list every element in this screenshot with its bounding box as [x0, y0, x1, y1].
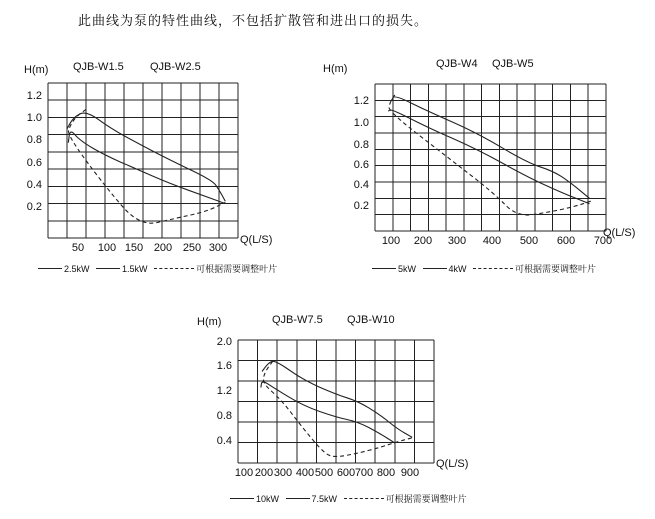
- series-line-2.5kw: [67, 113, 225, 201]
- x-axis-label: Q(L/S): [603, 227, 636, 239]
- x-tick-label: 200: [254, 467, 274, 479]
- x-tick-label: 600: [336, 467, 356, 479]
- x-tick-label: 100: [97, 242, 117, 254]
- y-tick-label: 1.0: [26, 112, 42, 124]
- legend-swatch-solid: [372, 268, 396, 269]
- x-tick-label: 500: [519, 235, 539, 247]
- legend-entry: 可根据需要调整叶片: [196, 264, 278, 274]
- model-label: QJB-W10: [347, 314, 395, 326]
- x-tick-label: 700: [593, 235, 613, 247]
- legend-entry: 2.5kW: [64, 263, 90, 274]
- series-line-adjustable-blade: [68, 109, 225, 223]
- x-tick-label: 500: [314, 467, 334, 479]
- x-tick-label: 50: [71, 242, 85, 254]
- y-axis-label: H(m): [323, 63, 348, 75]
- y-tick-label: 0.6: [26, 157, 42, 169]
- series-line-adjustable-blade: [389, 95, 593, 215]
- x-tick-label: 700: [354, 467, 374, 479]
- x-tick-label: 200: [153, 242, 173, 254]
- legend-3: [226, 492, 467, 505]
- legend-2: [368, 262, 596, 275]
- legend-swatch-solid: [286, 498, 310, 499]
- legend-1: [34, 262, 277, 275]
- y-tick-label: 0.8: [216, 410, 232, 422]
- legend-swatch-solid: [423, 268, 447, 269]
- model-label: QJB-W5: [492, 58, 534, 70]
- legend-swatch-solid: [96, 268, 120, 269]
- x-tick-label: 150: [124, 242, 144, 254]
- x-tick-label: 100: [381, 235, 401, 247]
- y-tick-label: 0.2: [26, 201, 42, 213]
- legend-swatch-solid: [38, 268, 62, 269]
- x-tick-label: 400: [482, 235, 502, 247]
- series-line-10kw: [262, 361, 412, 437]
- series-line-5kw: [392, 97, 590, 198]
- x-tick-label: 800: [376, 467, 396, 479]
- x-tick-label: 300: [208, 242, 228, 254]
- legend-entry: 5kW: [398, 263, 416, 274]
- x-tick-label: 900: [400, 467, 420, 479]
- grid-1: [48, 83, 238, 238]
- x-tick-label: 100: [234, 467, 254, 479]
- legend-swatch-solid: [230, 498, 254, 499]
- x-tick-label: 600: [556, 235, 576, 247]
- model-label: QJB-W1.5: [73, 61, 124, 73]
- y-axis-label: H(m): [197, 316, 222, 328]
- x-tick-label: 300: [447, 235, 467, 247]
- y-tick-label: 0.4: [216, 435, 232, 447]
- x-tick-label: 300: [273, 467, 293, 479]
- y-tick-label: 1.2: [353, 95, 369, 107]
- x-axis-label: Q(L/S): [436, 458, 469, 470]
- legend-swatch-dashed: [344, 498, 384, 499]
- legend-entry: 10kW: [256, 493, 280, 504]
- model-label: QJB-W2.5: [150, 61, 201, 73]
- y-tick-label: 1.2: [26, 90, 42, 102]
- legend-entry: 可根据需要调整叶片: [515, 264, 597, 274]
- y-axis-label: H(m): [24, 64, 49, 76]
- legend-entry: 7.5kW: [311, 493, 338, 504]
- y-tick-label: 0.6: [353, 159, 369, 171]
- y-tick-label: 0.8: [353, 139, 369, 151]
- y-tick-label: 0.4: [353, 179, 369, 191]
- model-label: QJB-W4: [436, 58, 478, 70]
- y-tick-label: 0.8: [26, 134, 42, 146]
- legend-swatch-dashed: [154, 268, 194, 269]
- model-label: QJB-W7.5: [272, 314, 323, 326]
- y-tick-label: 1.2: [216, 385, 232, 397]
- legend-entry: 可根据需要调整叶片: [385, 494, 467, 504]
- legend-swatch-dashed: [473, 268, 513, 269]
- y-tick-label: 2.0: [216, 336, 232, 348]
- y-tick-label: 0.2: [353, 200, 369, 212]
- x-axis-label: Q(L/S): [240, 234, 273, 246]
- grid-3: [238, 340, 434, 463]
- x-tick-label: 400: [295, 467, 315, 479]
- chart-note: 此曲线为泵的特性曲线，不包括扩散管和进出口的损失。: [78, 13, 429, 28]
- grid-2: [375, 84, 606, 231]
- y-tick-label: 1.6: [216, 360, 232, 372]
- legend-entry: 4kW: [448, 263, 467, 274]
- y-tick-label: 1.0: [353, 117, 369, 129]
- x-tick-label: 200: [413, 235, 433, 247]
- x-tick-label: 250: [182, 242, 202, 254]
- y-tick-label: 0.4: [26, 179, 42, 191]
- legend-entry: 1.5kW: [122, 263, 148, 274]
